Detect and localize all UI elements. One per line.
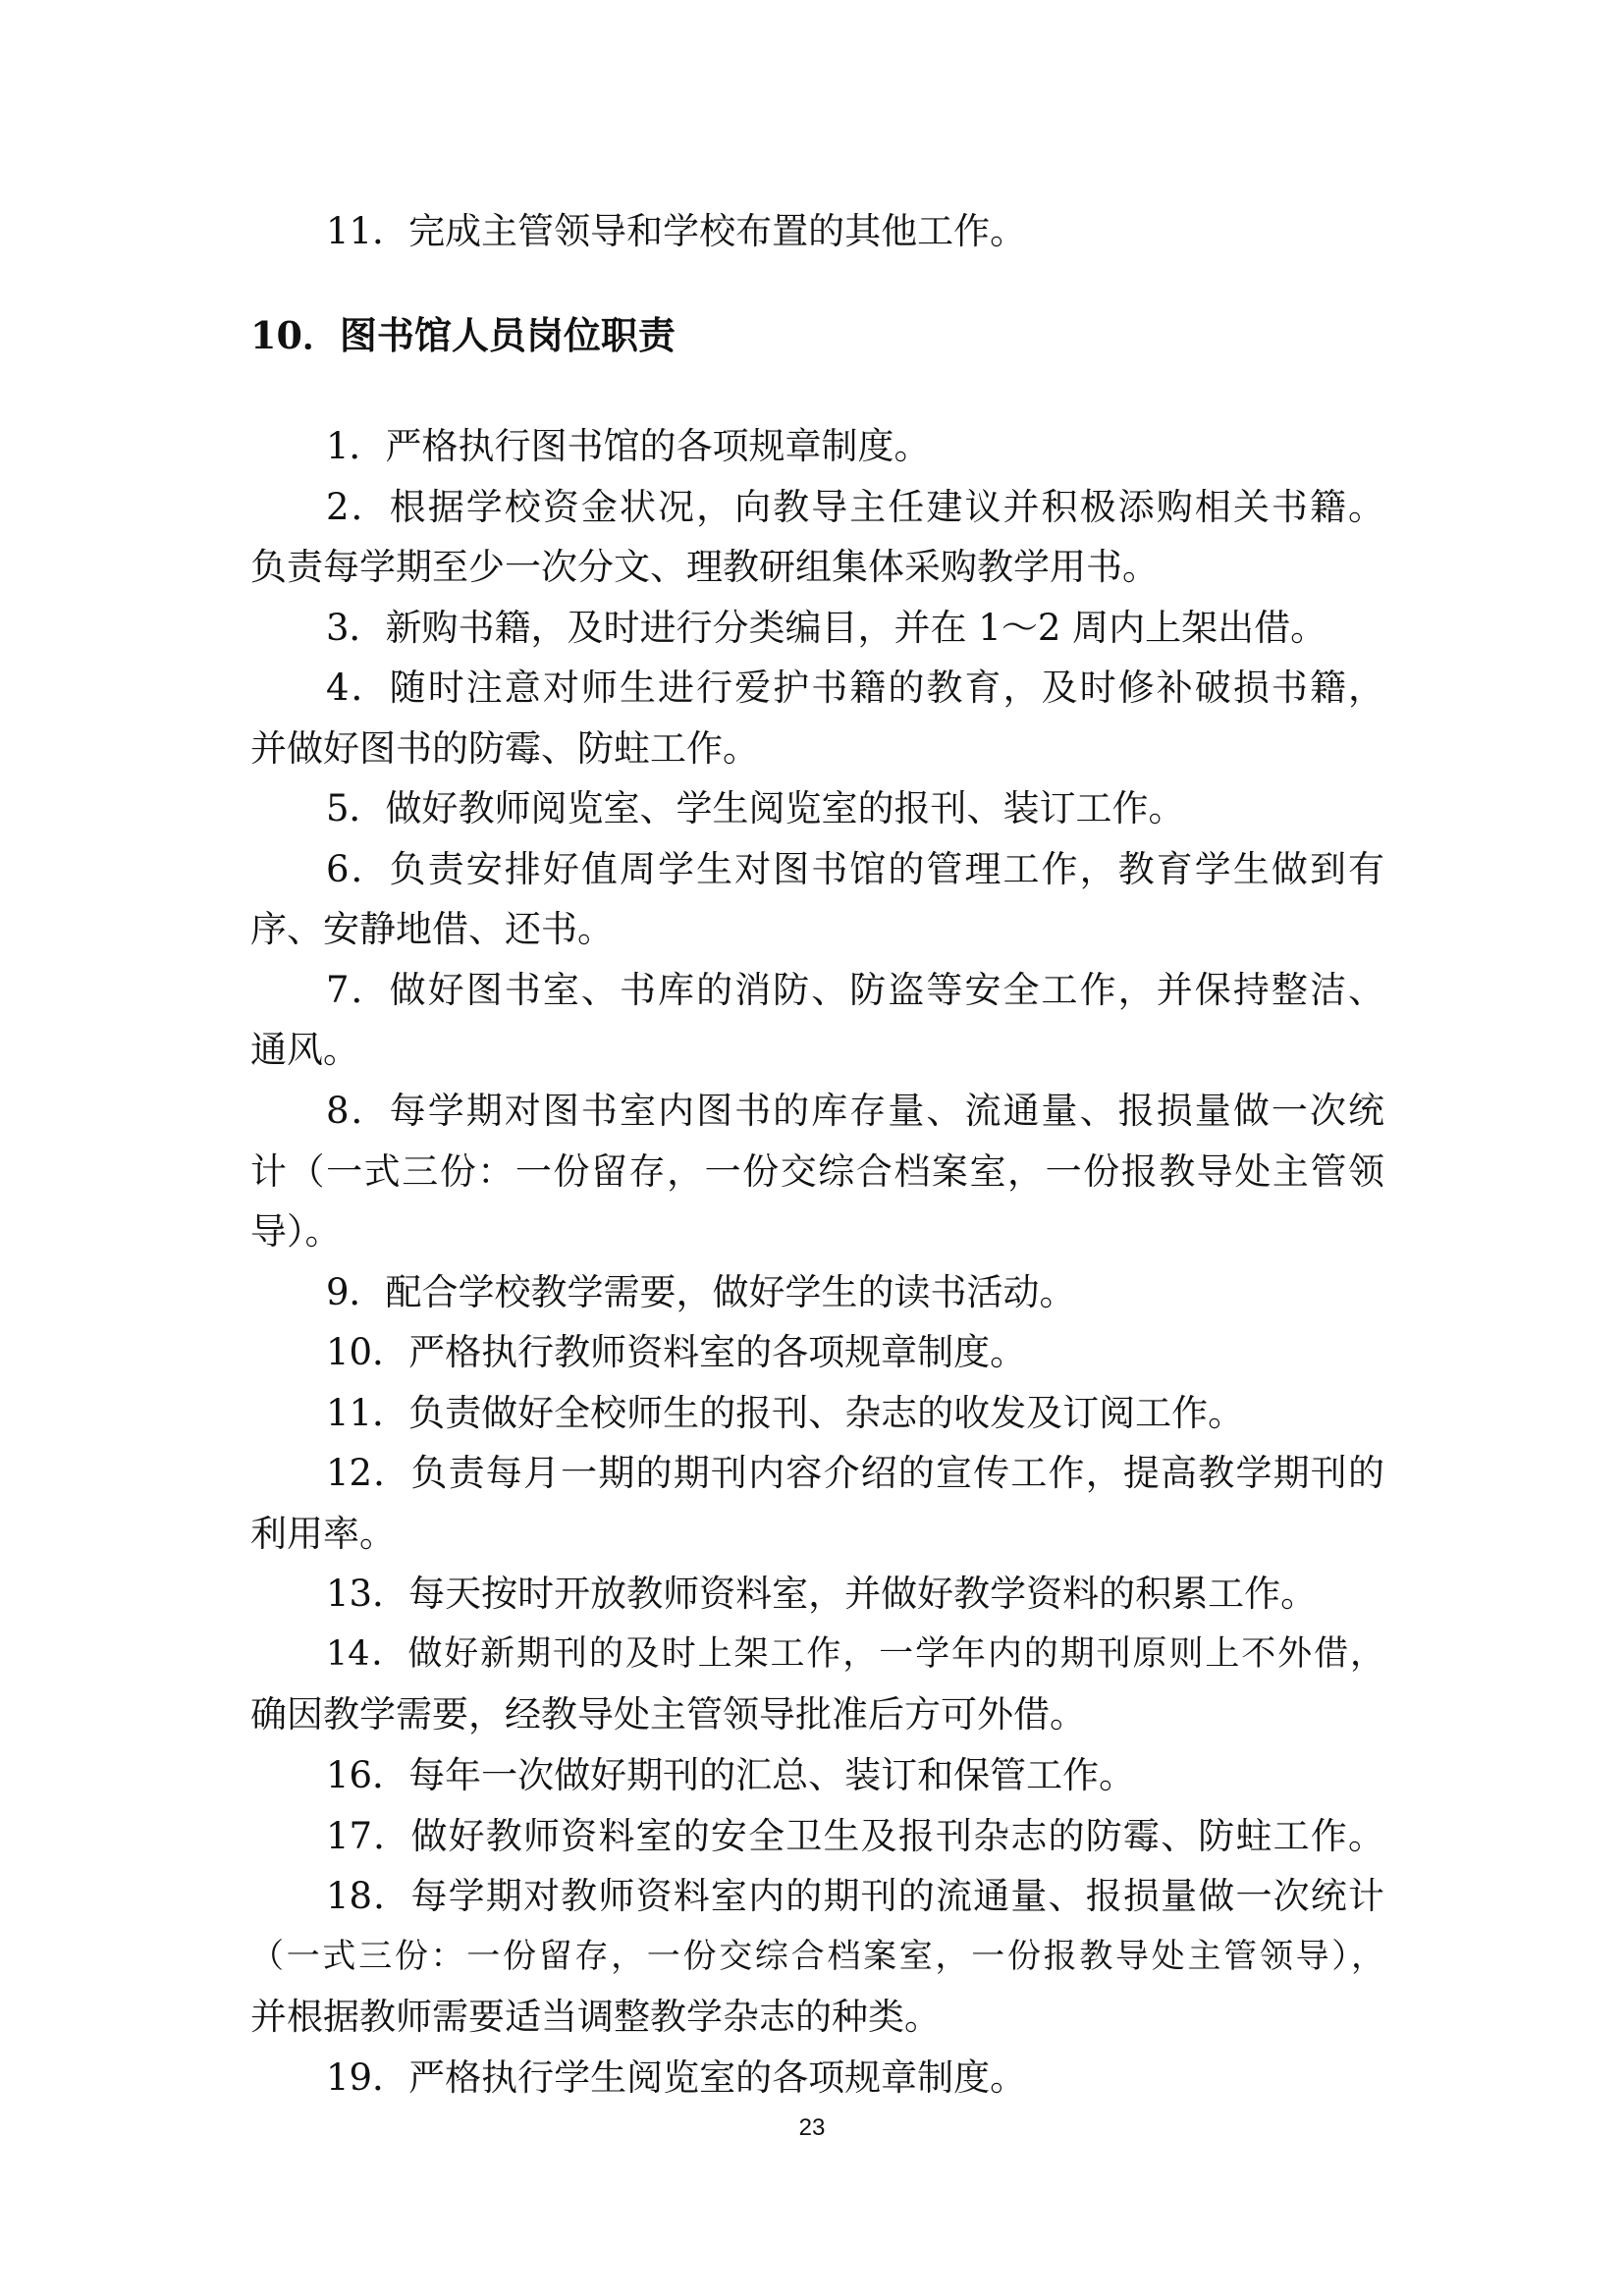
- duty-list: [250, 416, 1384, 2108]
- duty-item-1-line-1: 1．严格执行图书馆的各项规章制度。: [326, 425, 931, 467]
- duty-item-2-line-2: 负责每学期至少一次分文、理教研组集体采购教学用书。: [250, 546, 1159, 589]
- duty-item-18-line-3: 并根据教师需要适当调整教学杂志的种类。: [250, 1996, 941, 2039]
- duty-item-3-line-1: 3．新购书籍，及时进行分类编目，并在 1～2 周内上架出借。: [326, 606, 1327, 649]
- duty-item-14-line-2: 确因教学需要，经教导处主管领导批准后方可外借。: [250, 1693, 1086, 1736]
- duty-item-7-line-2: 通风。: [250, 1029, 359, 1072]
- page-number: 23: [798, 2114, 826, 2141]
- duty-item-19-line-1: 19．严格执行学生阅览室的各项规章制度。: [326, 2056, 1027, 2099]
- duty-item-4-line-2: 并做好图书的防霉、防蛀工作。: [250, 726, 759, 770]
- duty-item-9-line-1: 9．配合学校教学需要，做好学生的读书活动。: [326, 1270, 1076, 1313]
- section-heading: 10．图书馆人员岗位职责: [250, 313, 676, 357]
- duty-item-12-line-2: 利用率。: [250, 1512, 396, 1555]
- duty-item-6-line-2: 序、安静地借、还书。: [250, 908, 614, 951]
- duty-item-17-line-1: 17．做好教师资料室的安全卫生及报刊杂志的防霉、防蛀工作。: [326, 1814, 1384, 1857]
- duty-item-4-line-1: 4．随时注意对师生进行爱护书籍的教育，及时修补破损书籍，: [326, 667, 1384, 710]
- duty-item-8-line-3: 导）。: [250, 1210, 342, 1254]
- duty-item-7-line-1: 7．做好图书室、书库的消防、防盗等安全工作，并保持整洁、: [326, 968, 1384, 1011]
- duty-item-5-line-1: 5．做好教师阅览室、学生阅览室的报刊、装订工作。: [326, 787, 1185, 830]
- duty-item-18-line-1: 18．每学期对教师资料室内的期刊的流通量、报损量做一次统计: [326, 1875, 1384, 1918]
- duty-item-16-line-1: 16．每年一次做好期刊的汇总、装订和保管工作。: [326, 1754, 1136, 1797]
- duty-item-18-line-2: （一式三份：一份留存，一份交综合档案室，一份报教导处主管领导），: [250, 1936, 1384, 1976]
- duty-item-8-line-1: 8．每学期对图书室内图书的库存量、流通量、报损量做一次统: [326, 1090, 1384, 1133]
- duty-item-11-line-1: 11．负责做好全校师生的报刊、杂志的收发及订阅工作。: [326, 1391, 1245, 1434]
- duty-item-2-line-1: 2．根据学校资金状况，向教导主任建议并积极添购相关书籍。: [326, 485, 1384, 528]
- duty-item-8-line-2: 计（一式三份：一份留存，一份交综合档案室，一份报教导处主管领: [250, 1149, 1384, 1193]
- duty-item-12-line-1: 12．负责每月一期的期刊内容介绍的宣传工作，提高教学期刊的: [326, 1452, 1384, 1495]
- duty-item-10-line-1: 10．严格执行教师资料室的各项规章制度。: [326, 1331, 1027, 1374]
- duty-item-14-line-1: 14．做好新期刊的及时上架工作，一学年内的期刊原则上不外借，: [326, 1633, 1384, 1674]
- duty-item-6-line-1: 6．负责安排好值周学生对图书馆的管理工作，教育学生做到有: [326, 847, 1384, 890]
- duty-item-13-line-1: 13．每天按时开放教师资料室，并做好教学资料的积累工作。: [326, 1573, 1318, 1616]
- carryover-item-line: 11．完成主管领导和学校布置的其他工作。: [326, 210, 1027, 252]
